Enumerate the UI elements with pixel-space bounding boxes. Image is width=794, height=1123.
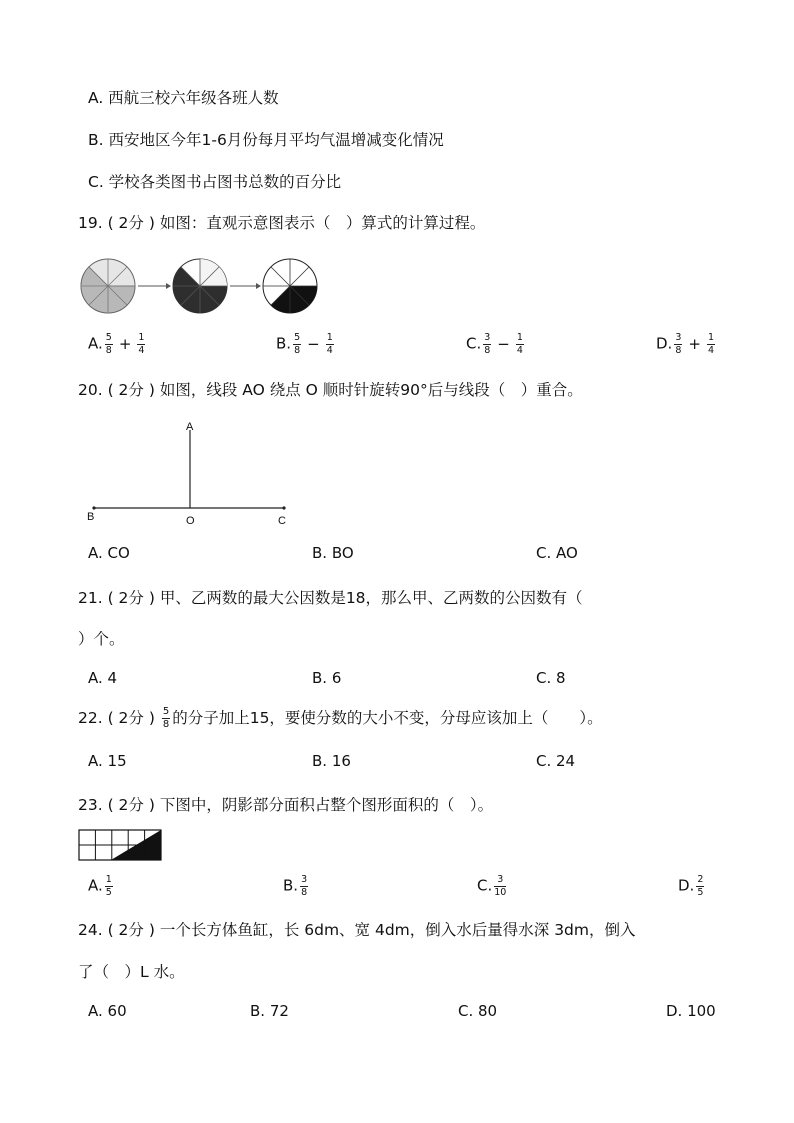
fraction: $\frac{1}{5}$ <box>105 874 112 898</box>
arrow-1 <box>138 283 171 289</box>
q22-stem: 22. ( 2分 ) $\frac{5}{8}$ 的分子加上15，要使分数的大小不变，分母应该加上（ ）。 <box>78 706 603 730</box>
q23-option-d[interactable]: D. $\frac{2}{5}$ <box>678 874 704 898</box>
q19-pie-figure <box>80 256 320 316</box>
q24-option-a[interactable]: A. 60 <box>88 1002 127 1020</box>
q20-option-a[interactable]: A. CO <box>88 544 130 562</box>
fraction: $\frac{1}{4}$ <box>138 332 145 356</box>
q22-option-a[interactable]: A. 15 <box>88 752 127 770</box>
fraction: $\frac{3}{8}$ <box>301 874 308 898</box>
arrow-2 <box>230 283 261 289</box>
q18-option-a: A. 西航三校六年级各班人数 <box>88 89 279 107</box>
q24-stem-line-2: 了（ ）L 水。 <box>78 963 185 981</box>
fraction: $\frac{2}{5}$ <box>697 874 704 898</box>
q23-stem: 23. ( 2分 ) 下图中，阴影部分面积占整个图形面积的（ ）。 <box>78 796 494 814</box>
q23-option-a[interactable]: A. $\frac{1}{5}$ <box>88 874 112 898</box>
q21-stem-line-1: 21. ( 2分 ) 甲、乙两数的最大公因数是18，那么甲、乙两数的公因数有（ <box>78 589 583 607</box>
fraction: $\frac{3}{10}$ <box>494 874 507 898</box>
q19-option-c[interactable]: C. $\frac{3}{8}$ − $\frac{1}{4}$ <box>466 332 523 356</box>
q24-option-d[interactable]: D. 100 <box>666 1002 716 1020</box>
q21-option-a[interactable]: A. 4 <box>88 669 118 687</box>
pie-1 <box>81 259 135 313</box>
q18-option-c: C. 学校各类图书占图书总数的百分比 <box>88 173 342 191</box>
q21-option-b[interactable]: B. 6 <box>312 669 342 687</box>
fraction: $\frac{5}{8}$ <box>162 706 170 730</box>
q23-shaded-grid-figure <box>78 829 164 863</box>
fraction: $\frac{5}{8}$ <box>105 332 112 356</box>
label-o: O <box>186 515 195 527</box>
q22-option-b[interactable]: B. 16 <box>312 752 351 770</box>
q19-option-b[interactable]: B. $\frac{5}{8}$ − $\frac{1}{4}$ <box>276 332 333 356</box>
q24-stem-line-1: 24. ( 2分 ) 一个长方体鱼缸，长 6dm、宽 4dm，倒入水后量得水深 3dm，倒入 <box>78 921 636 939</box>
q24-option-b[interactable]: B. 72 <box>250 1002 289 1020</box>
q21-option-c[interactable]: C. 8 <box>536 669 566 687</box>
pie-2 <box>173 259 227 313</box>
q20-rotation-figure <box>82 418 302 528</box>
q23-option-b[interactable]: B. $\frac{3}{8}$ <box>283 874 308 898</box>
fraction: $\frac{3}{8}$ <box>484 332 491 356</box>
label-c: C <box>278 515 286 527</box>
q18-option-b: B. 西安地区今年1-6月份每月平均气温增减变化情况 <box>88 131 444 149</box>
q23-option-c[interactable]: C. $\frac{3}{10}$ <box>477 874 507 898</box>
q21-stem-line-2: ）个。 <box>78 630 125 648</box>
q24-option-c[interactable]: C. 80 <box>458 1002 498 1020</box>
fraction: $\frac{1}{4}$ <box>707 332 714 356</box>
q20-option-c[interactable]: C. AO <box>536 544 578 562</box>
q22-option-c[interactable]: C. 24 <box>536 752 576 770</box>
label-b: B <box>87 511 95 523</box>
q19-stem: 19. ( 2分 ) 如图：直观示意图表示（ ）算式的计算过程。 <box>78 214 486 232</box>
pie-3 <box>263 259 317 313</box>
fraction: $\frac{1}{4}$ <box>326 332 333 356</box>
q19-option-d[interactable]: D. $\frac{3}{8}$ + $\frac{1}{4}$ <box>656 332 714 356</box>
fraction: $\frac{1}{4}$ <box>516 332 523 356</box>
fraction: $\frac{5}{8}$ <box>294 332 301 356</box>
q19-option-a[interactable]: A. $\frac{5}{8}$ + $\frac{1}{4}$ <box>88 332 145 356</box>
label-a: A <box>186 421 194 433</box>
q20-option-b[interactable]: B. BO <box>312 544 354 562</box>
q20-stem: 20. ( 2分 ) 如图，线段 AO 绕点 O 顺时针旋转90°后与线段（ ）重合。 <box>78 381 583 399</box>
fraction: $\frac{3}{8}$ <box>675 332 682 356</box>
